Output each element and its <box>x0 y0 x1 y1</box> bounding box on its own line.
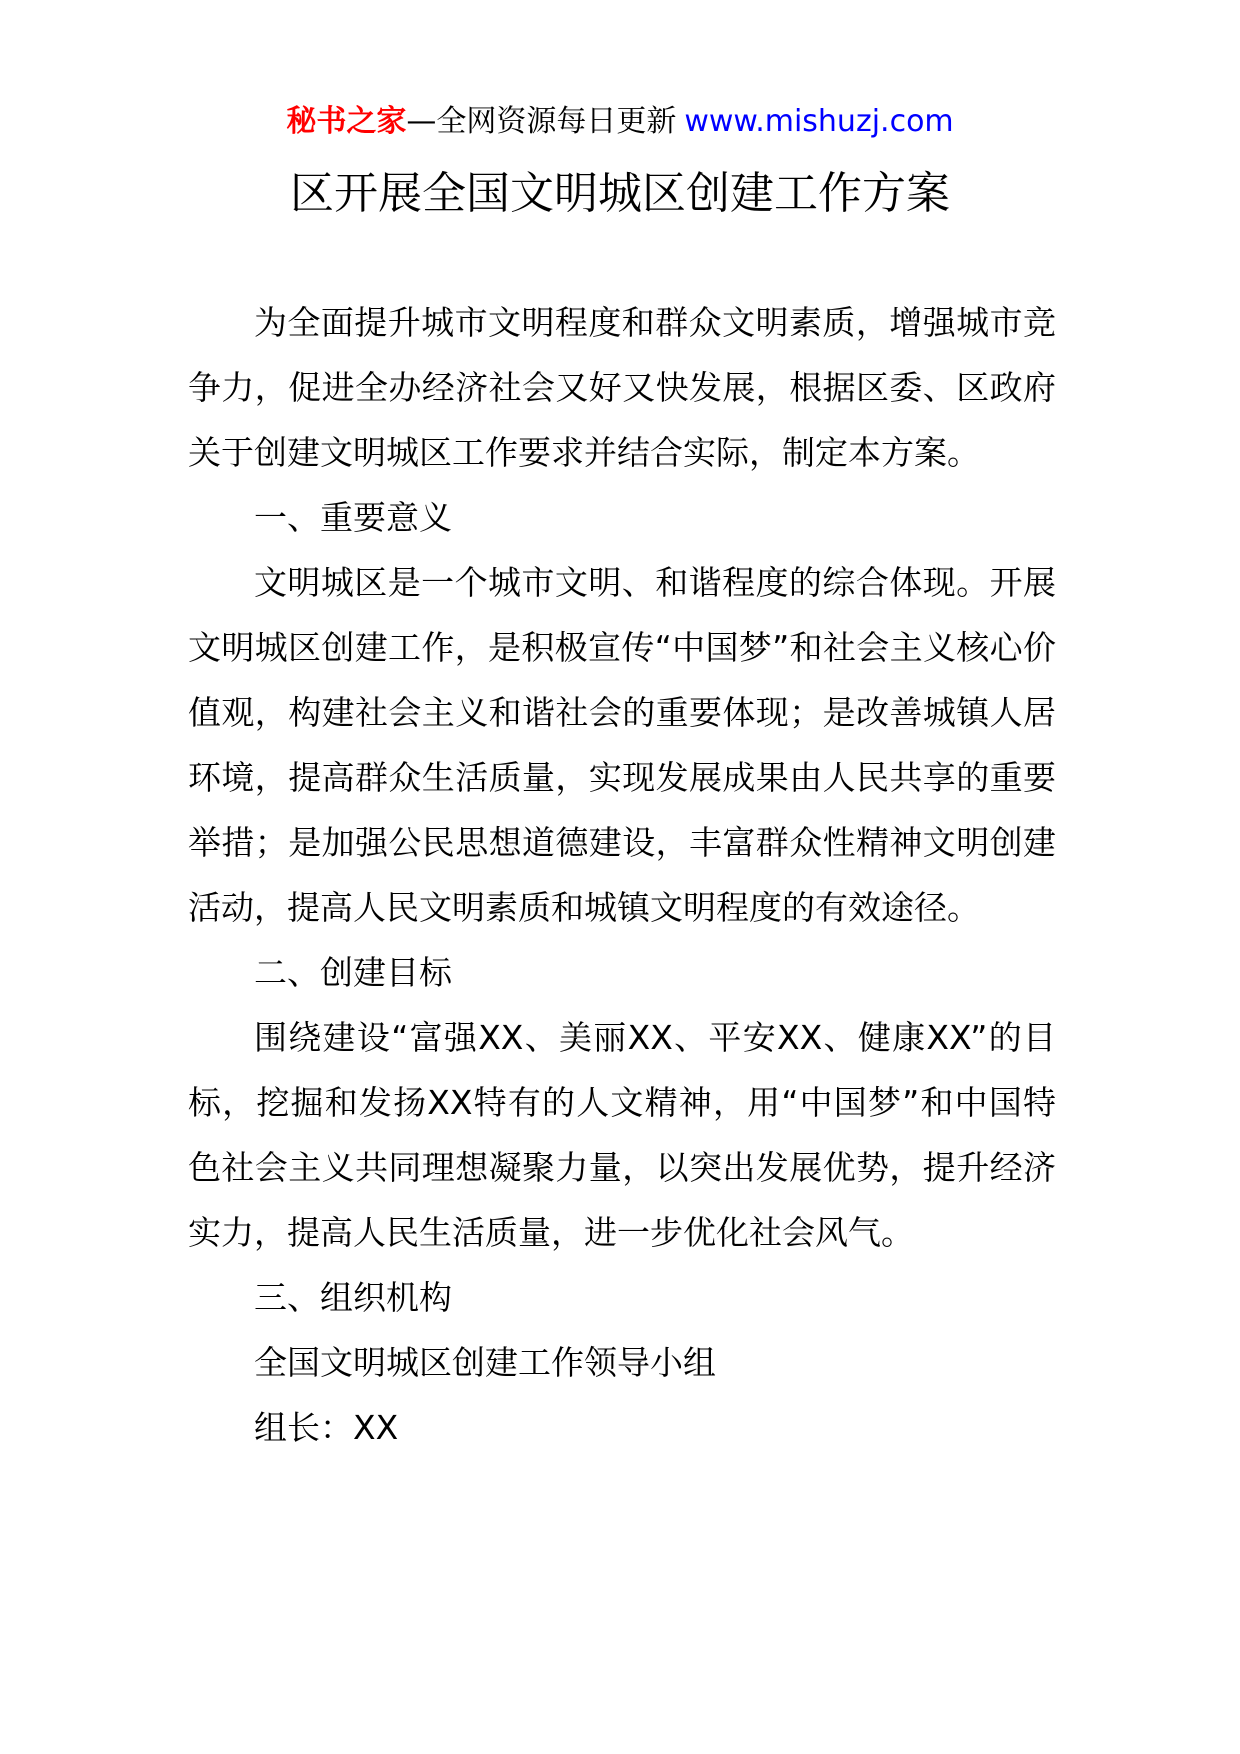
site-url-link[interactable]: www.mishuzj.com <box>684 104 954 139</box>
section-heading-significance: 一、重要意义 <box>254 498 452 537</box>
section-heading-goals: 二、创建目标 <box>254 953 452 992</box>
significance-paragraph: 文明城区是一个城市文明、和谐程度的综合体现。开展文明城区创建工作，是积极宣传“中国梦”和社会主义核心价值观，构建社会主义和谐社会的重要体现；是改善城镇人居环境，提高群众生活质量，实现发展成果由人民共享的重要举措；是加强公民思想道德建设，丰富群众性精神文明创建活动，提高人民文明素质和城镇文明程度的有效途径。 <box>188 563 1056 927</box>
group-leader-line: 组长：XX <box>254 1408 399 1447</box>
document-body <box>188 290 1056 1460</box>
leading-group-line: 全国文明城区创建工作领导小组 <box>254 1343 716 1382</box>
goals-paragraph: 围绕建设“富强XX、美丽XX、平安XX、健康XX”的目标，挖掘和发扬XX特有的人文精神，用“中国梦”和中国特色社会主义共同理想凝聚力量，以突出发展优势，提升经济实力，提高人民生活质量，进一步优化社会风气。 <box>188 1018 1056 1252</box>
banner-tagline: —全网资源每日更新 <box>406 104 677 139</box>
document-title: 区开展全国文明城区创建工作方案 <box>290 168 950 219</box>
brand-name: 秘书之家 <box>286 104 407 139</box>
section-heading-organization: 三、组织机构 <box>254 1278 452 1317</box>
intro-paragraph: 为全面提升城市文明程度和群众文明素质，增强城市竞争力，促进全办经济社会又好又快发展，根据区委、区政府关于创建文明城区工作要求并结合实际，制定本方案。 <box>188 303 1056 472</box>
site-banner <box>0 100 1240 144</box>
